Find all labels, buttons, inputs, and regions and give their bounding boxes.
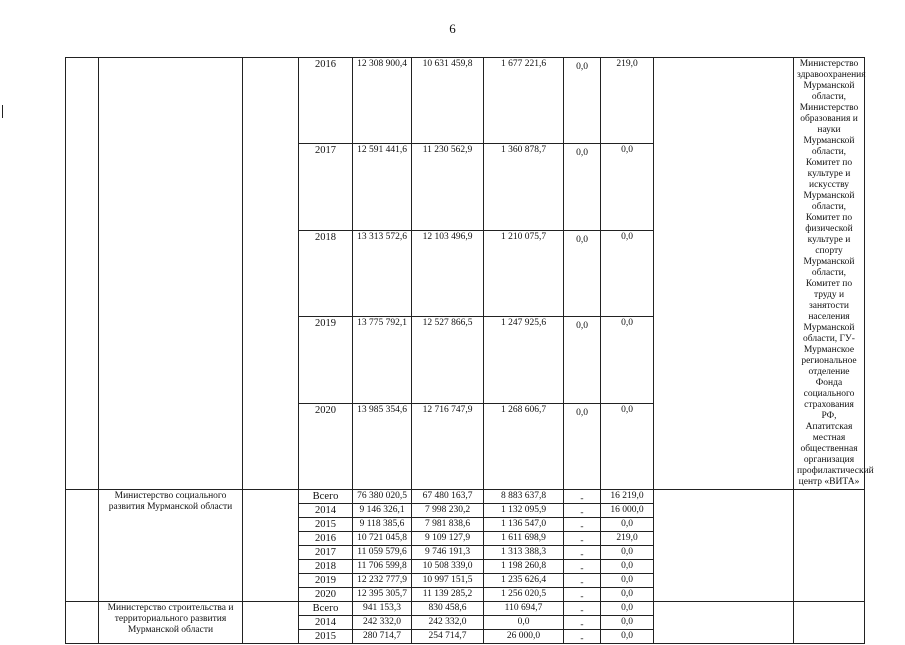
total-cell: 11 706 599,8 [353, 560, 412, 574]
amount-cell: 0,0 [601, 630, 654, 644]
total-cell: 12 232 777,9 [353, 574, 412, 588]
indicator-cell [654, 490, 794, 602]
amount-value: - [580, 634, 584, 644]
year-cell: 2014 [299, 616, 353, 630]
amount-cell: 26 000,0 [484, 630, 564, 644]
amount-cell: 0,0 [601, 560, 654, 574]
number-cell [66, 602, 99, 644]
amount-cell [564, 574, 601, 588]
amount-cell: 67 480 163,7 [412, 490, 484, 504]
amount-cell: 0,0 [601, 144, 654, 230]
year-cell: 2016 [299, 532, 353, 546]
amount-cell: 16 000,0 [601, 504, 654, 518]
year-cell: 2014 [299, 504, 353, 518]
amount-value: - [580, 522, 584, 532]
year-cell: 2018 [299, 560, 353, 574]
year-cell: 2019 [299, 574, 353, 588]
total-cell: 12 591 441,6 [353, 144, 412, 230]
blank-cell [243, 490, 299, 602]
year-cell: 2015 [299, 630, 353, 644]
amount-cell [564, 588, 601, 602]
amount-cell: 242 332,0 [412, 616, 484, 630]
amount-cell: 10 997 151,5 [412, 574, 484, 588]
amount-cell [564, 58, 601, 144]
indicator-cell [654, 602, 794, 644]
program-cell [99, 58, 243, 490]
total-cell: 9 146 326,1 [353, 504, 412, 518]
amount-value: - [580, 536, 584, 546]
amount-value: 0,0 [576, 234, 588, 245]
amount-cell: 1 268 606,7 [484, 403, 564, 489]
responsible-cell: Министерство здравоохранения Мурманской области, Министерство образования и науки Мурманской области, Комитет по культуре и искусству Мурманской области, Комитет по физической культуре и спорту Мурманской области, Комитет по труду и занятости населения Мурманской области, ГУ-Мурманское региональное отделение Фонда социального страхования РФ, Апатитская местная общественная организация профилактический центр «ВИТА» [794, 58, 865, 490]
table-row [66, 58, 865, 144]
total-cell: 13 985 354,6 [353, 403, 412, 489]
amount-cell: 0,0 [601, 574, 654, 588]
amount-value: - [580, 550, 584, 560]
amount-cell: 1 235 626,4 [484, 574, 564, 588]
amount-value: - [580, 592, 584, 602]
year-cell: 2018 [299, 230, 353, 316]
year-cell: Всего [299, 602, 353, 616]
number-cell [66, 490, 99, 602]
amount-value: - [580, 508, 584, 518]
table-row [66, 602, 865, 616]
amount-cell [564, 518, 601, 532]
amount-cell: 7 981 838,6 [412, 518, 484, 532]
amount-cell: 1 360 878,7 [484, 144, 564, 230]
amount-cell: 11 139 285,2 [412, 588, 484, 602]
year-cell: Всего [299, 490, 353, 504]
year-cell: 2015 [299, 518, 353, 532]
amount-cell: 16 219,0 [601, 490, 654, 504]
margin-mark [2, 105, 3, 118]
amount-cell: 1 313 388,3 [484, 546, 564, 560]
amount-cell: 1 256 020,5 [484, 588, 564, 602]
amount-cell: 8 883 637,8 [484, 490, 564, 504]
amount-cell: 1 611 698,9 [484, 532, 564, 546]
amount-cell [564, 403, 601, 489]
amount-value: 0,0 [576, 321, 588, 332]
amount-cell: 254 714,7 [412, 630, 484, 644]
total-cell: 13 775 792,1 [353, 317, 412, 403]
amount-value: - [580, 494, 584, 504]
budget-table [65, 57, 874, 644]
responsible-cell [794, 490, 865, 602]
amount-cell: 9 109 127,9 [412, 532, 484, 546]
amount-cell: 7 998 230,2 [412, 504, 484, 518]
year-cell: 2020 [299, 403, 353, 489]
amount-cell: 1 247 925,6 [484, 317, 564, 403]
amount-cell: 1 210 075,7 [484, 230, 564, 316]
total-cell: 11 059 579,6 [353, 546, 412, 560]
amount-value: - [580, 606, 584, 616]
indicator-cell [654, 58, 794, 490]
total-cell: 9 118 385,6 [353, 518, 412, 532]
amount-cell: 1 132 095,9 [484, 504, 564, 518]
amount-value: 0,0 [576, 148, 588, 159]
executor-name-cell: Министерство социального развития Мурманской области [99, 490, 243, 602]
amount-value: - [580, 620, 584, 630]
amount-cell [564, 317, 601, 403]
total-cell: 76 380 020,5 [353, 490, 412, 504]
amount-value: 0,0 [576, 407, 588, 418]
amount-cell: 1 677 221,6 [484, 58, 564, 144]
amount-cell: 1 198 260,8 [484, 560, 564, 574]
blank-cell [243, 58, 299, 490]
total-cell: 280 714,7 [353, 630, 412, 644]
amount-cell: 0,0 [601, 317, 654, 403]
amount-cell [564, 490, 601, 504]
amount-cell: 1 136 547,0 [484, 518, 564, 532]
amount-cell: 12 716 747,9 [412, 403, 484, 489]
amount-cell: 110 694,7 [484, 602, 564, 616]
amount-cell: 830 458,6 [412, 602, 484, 616]
amount-cell [564, 532, 601, 546]
responsible-cell [794, 602, 865, 644]
amount-cell: 0,0 [601, 602, 654, 616]
total-cell: 12 308 900,4 [353, 58, 412, 144]
amount-cell [564, 144, 601, 230]
amount-cell [564, 616, 601, 630]
total-cell: 242 332,0 [353, 616, 412, 630]
amount-cell: 0,0 [601, 588, 654, 602]
executor-name-cell: Министерство строительства и территориального развития Мурманской области [99, 602, 243, 644]
year-cell: 2017 [299, 144, 353, 230]
amount-cell [564, 602, 601, 616]
amount-cell: 11 230 562,9 [412, 144, 484, 230]
blank-cell [243, 602, 299, 644]
year-cell: 2016 [299, 58, 353, 144]
table-body [66, 58, 874, 644]
page-number: 6 [449, 21, 456, 36]
amount-cell: 10 631 459,8 [412, 58, 484, 144]
year-cell: 2019 [299, 317, 353, 403]
total-cell: 10 721 045,8 [353, 532, 412, 546]
amount-cell [564, 546, 601, 560]
year-cell: 2017 [299, 546, 353, 560]
amount-cell: 219,0 [601, 532, 654, 546]
amount-value: - [580, 578, 584, 588]
amount-cell: 0,0 [601, 518, 654, 532]
year-cell: 2020 [299, 588, 353, 602]
total-cell: 13 313 572,6 [353, 230, 412, 316]
amount-cell: 10 508 339,0 [412, 560, 484, 574]
amount-cell: 0,0 [484, 616, 564, 630]
total-cell: 12 395 305,7 [353, 588, 412, 602]
amount-cell [564, 560, 601, 574]
amount-cell: 0,0 [601, 230, 654, 316]
amount-cell: 12 527 866,5 [412, 317, 484, 403]
amount-cell [564, 504, 601, 518]
amount-cell: 219,0 [601, 58, 654, 144]
amount-cell: 0,0 [601, 616, 654, 630]
total-cell: 941 153,3 [353, 602, 412, 616]
amount-value: - [580, 564, 584, 574]
amount-cell: 0,0 [601, 403, 654, 489]
amount-cell: 12 103 496,9 [412, 230, 484, 316]
number-cell [66, 58, 99, 490]
amount-cell: 0,0 [601, 546, 654, 560]
table-row [66, 490, 865, 504]
amount-cell [564, 630, 601, 644]
amount-cell: 9 746 191,3 [412, 546, 484, 560]
amount-value: 0,0 [576, 62, 588, 72]
amount-cell [564, 230, 601, 316]
